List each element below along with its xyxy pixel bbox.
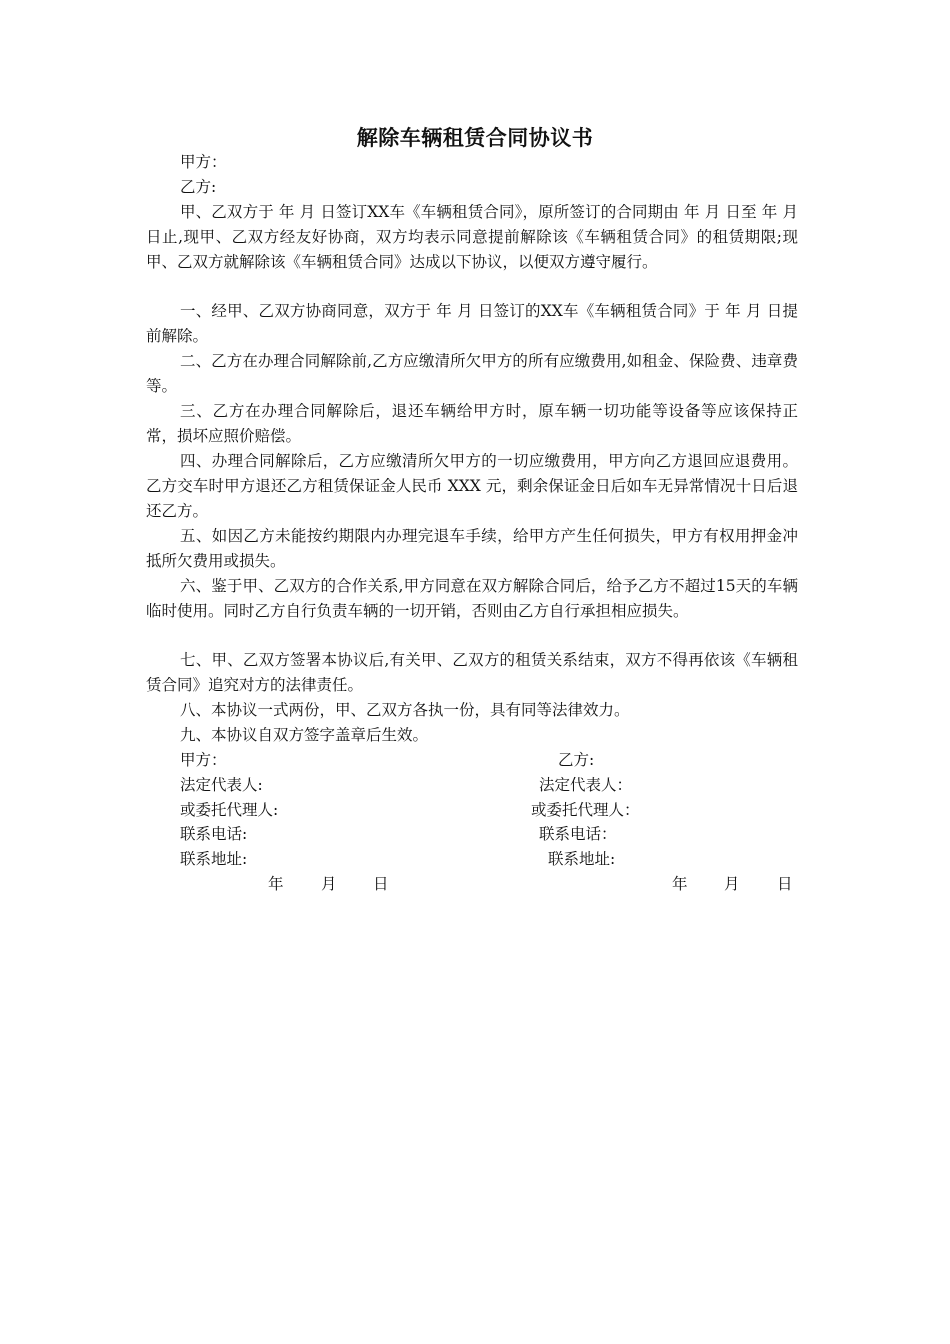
sig-right-month: 月 [724, 875, 740, 893]
clause-3: 三、乙方在办理合同解除后，退还车辆给甲方时，原车辆一切功能等设备等应该保持正常，损坏应照价赔偿。 [146, 402, 798, 445]
sig-right-address: 联系地址: [548, 850, 616, 868]
document-title: 解除车辆租赁合同协议书 [356, 126, 594, 150]
preamble-paragraph: 甲、乙双方于 年 月 日签订XX车《车辆租赁合同》，原所签订的合同期由 年 月 日至 年 月 日止,现甲、乙双方经友好协商，双方均表示同意提前解除该《车辆租赁合同》的租赁期限;现甲、乙双方就解除该《车辆租赁合同》达成以下协议，以便双方遵守履行。 [146, 203, 798, 271]
clause-1: 一、经甲、乙双方协商同意，双方于 年 月 日签订的XX车《车辆租赁合同》于 年 月 日提前解除。 [146, 302, 798, 345]
sig-right-agent: 或委托代理人： [531, 801, 640, 819]
clause-5: 五、如因乙方未能按约期限内办理完退车手续，给甲方产生任何损失，甲方有权用押金冲抵所欠费用或损失。 [146, 527, 798, 570]
sig-right-party: 乙方: [558, 751, 595, 769]
sig-right-day: 日 [777, 875, 793, 893]
clause-7: 七、甲、乙双方签署本协议后,有关甲、乙双方的租赁关系结束，双方不得再依该《车辆租赁合同》追究对方的法律责任。 [146, 651, 798, 694]
clause-4: 四、办理合同解除后，乙方应缴清所欠甲方的一切应缴费用，甲方向乙方退回应退费用。 乙方交车时甲方退还乙方租赁保证金人民币 XXX 元，剩余保证金日后如车无异常情况十日后退还乙方。 [146, 452, 798, 520]
party-a-line: 甲方： [180, 153, 227, 171]
sig-left-agent: 或委托代理人: [180, 801, 279, 819]
sig-right-phone: 联系电话： [539, 825, 617, 843]
clause-6: 六、鉴于甲、乙双方的合作关系,甲方同意在双方解除合同后，给予乙方不超过15天的车辆临时使用。同时乙方自行负责车辆的一切开销，否则由乙方自行承担相应损失。 [146, 577, 798, 620]
sig-left-phone: 联系电话: [180, 825, 248, 843]
clause-9: 九、本协议自双方签字盖章后生效。 [180, 726, 429, 744]
sig-left-year: 年 [268, 875, 284, 893]
sig-left-legal-rep: 法定代表人: [180, 776, 263, 794]
party-b-line: 乙方: [180, 178, 217, 196]
sig-left-day: 日 [373, 875, 389, 893]
sig-right-legal-rep: 法定代表人： [539, 776, 633, 794]
sig-right-year: 年 [672, 875, 688, 893]
sig-left-address: 联系地址: [180, 850, 248, 868]
clause-8: 八、本协议一式两份，甲、乙双方各执一份，具有同等法律效力。 [180, 701, 630, 719]
sig-left-month: 月 [321, 875, 337, 893]
clause-2: 二、乙方在办理合同解除前,乙方应缴清所欠甲方的所有应缴费用,如租金、保险费、违章费等。 [146, 352, 798, 395]
sig-left-party: 甲方： [180, 751, 227, 769]
